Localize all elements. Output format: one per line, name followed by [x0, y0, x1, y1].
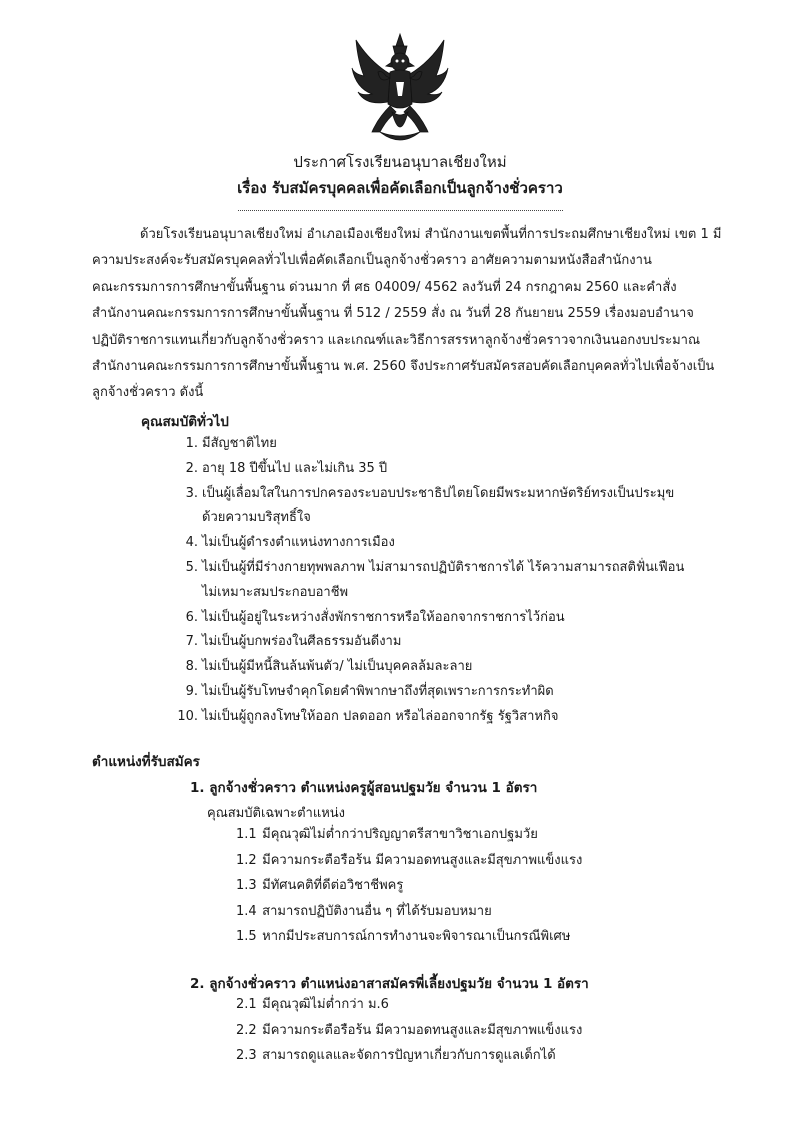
item-number: 6.	[185, 609, 198, 625]
list-item	[172, 705, 732, 730]
item-text: มีสัญชาติไทย	[202, 436, 277, 451]
intro-paragraph	[92, 222, 764, 407]
list-item	[172, 606, 732, 631]
list-item	[236, 822, 582, 848]
dotted-divider	[238, 210, 563, 211]
intro-line: ลูกจ้างชั่วคราว ดังนี้	[92, 385, 204, 401]
intro-line: ความประสงค์จะรับสมัครบุคคลทั่วไปเพื่อคัดเลือกเป็นลูกจ้างชั่วคราว อาศัยความตามหนังสือสำนักงาน	[92, 253, 652, 269]
item-number: 2.3	[236, 1048, 257, 1063]
item-number: 1.5	[236, 929, 257, 944]
item-number: 1.1	[236, 827, 257, 842]
item-number: 1.4	[236, 903, 257, 919]
item-text: ไม่เป็นผู้รับโทษจำคุกโดยคำพิพากษาถึงที่สุดเพราะการกระทำผิด	[202, 683, 554, 699]
item-text: มีความกระตือรือร้น มีความอดทนสูงและมีสุขภาพแข็งแรง	[262, 852, 583, 868]
list-item	[236, 992, 582, 1018]
item-number: 9.	[185, 683, 198, 699]
list-item	[236, 1018, 582, 1044]
item-number: 3.	[185, 485, 198, 501]
item-number: 7.	[185, 634, 198, 650]
item-text: ไม่เป็นผู้ที่มีร่างกายทุพพลภาพ ไม่สามารถปฏิบัติราชการได้ ไร้ความสามารถสติฟั่นเฟือน	[202, 559, 685, 575]
intro-line: ปฏิบัติราชการแทนเกี่ยวกับลูกจ้างชั่วคราว และเกณฑ์และวิธีการสรรหาลูกจ้างชั่วคราวจากเงินนอกงบประมาณ	[92, 332, 701, 348]
list-item	[172, 556, 732, 606]
item-number: 1.	[185, 436, 198, 451]
item-text: ไม่เป็นผู้มีหนี้สินล้นพ้นตัว/ ไม่เป็นบุคคลล้มละลาย	[202, 659, 473, 675]
position-1-qualifications	[236, 822, 582, 950]
item-text: สามารถปฏิบัติงานอื่น ๆ ที่ได้รับมอบหมาย	[262, 903, 492, 919]
item-text: เป็นผู้เลื่อมใสในการปกครองระบอบประชาธิปไตยโดยมีพระมหากษัตริย์ทรงเป็นประมุข	[202, 485, 675, 501]
general-qualifications-heading: คุณสมบัติทั่วไป	[141, 414, 229, 430]
item-number: 1.3	[236, 878, 257, 893]
list-item	[172, 432, 732, 457]
intro-line: สำนักงานคณะกรรมการการศึกษาขั้นพื้นฐาน ที่ 512 / 2559 สั่ง ณ วันที่ 28 กันยายน 2559 เรื่องมอบอำนาจ	[92, 306, 694, 322]
position-2-qualifications	[236, 992, 582, 1069]
item-number: 2.2	[236, 1022, 257, 1038]
item-number: 1.2	[236, 852, 257, 868]
list-item	[172, 630, 732, 655]
item-text: ไม่เป็นผู้บกพร่องในศีลธรรมอันดีงาม	[202, 634, 402, 650]
position-1-subheading: คุณสมบัติเฉพาะตำแหน่ง	[207, 806, 346, 821]
announcement-subject: เรื่อง รับสมัครบุคคลเพื่อคัดเลือกเป็นลูกจ้างชั่วคราว	[237, 179, 563, 197]
general-qualifications-list	[172, 432, 732, 730]
item-text: ไม่เป็นผู้อยู่ในระหว่างสั่งพักราชการหรือให้ออกจากราชการไว้ก่อน	[202, 609, 565, 625]
item-number: 5.	[185, 559, 198, 575]
list-item	[172, 531, 732, 556]
list-item	[172, 680, 732, 705]
item-text: หากมีประสบการณ์การทำงานจะพิจารณาเป็นกรณีพิเศษ	[262, 929, 571, 944]
item-text-continuation: ไม่เหมาะสมประกอบอาชีพ	[202, 584, 349, 600]
item-text: ไม่เป็นผู้ดำรงตำแหน่งทางการเมือง	[202, 535, 395, 551]
list-item	[172, 482, 732, 532]
item-number: 2.	[185, 460, 198, 476]
positions-heading: ตำแหน่งที่รับสมัคร	[92, 754, 200, 770]
item-text: มีคุณวุฒิไม่ต่ำกว่า ม.6	[262, 997, 389, 1012]
intro-line: ด้วยโรงเรียนอนุบาลเชียงใหม่ อำเภอเมืองเชียงใหม่ สำนักงานเขตพื้นที่การประถมศึกษาเชียงใหม่ เขต 1 มี	[140, 227, 722, 242]
position-1-title: 1. ลูกจ้างชั่วคราว ตำแหน่งครูผู้สอนปฐมวัย จำนวน 1 อัตรา	[190, 780, 538, 796]
list-item	[236, 873, 582, 899]
list-item	[236, 848, 582, 874]
intro-line: สำนักงานคณะกรรมการการศึกษาขั้นพื้นฐาน พ.ศ. 2560 จึงประกาศรับสมัครสอบคัดเลือกบุคคลทั่วไปเพื่อจ้างเป็น	[92, 358, 715, 374]
list-item	[236, 899, 582, 925]
item-text: สามารถดูแลและจัดการปัญหาเกี่ยวกับการดูแลเด็กได้	[262, 1048, 556, 1063]
item-text-continuation: ด้วยความบริสุทธิ์ใจ	[202, 510, 311, 526]
item-text: มีความกระตือรือร้น มีความอดทนสูงและมีสุขภาพแข็งแรง	[262, 1022, 583, 1038]
item-text: ไม่เป็นผู้ถูกลงโทษให้ออก ปลดออก หรือไล่ออกจากรัฐ รัฐวิสาหกิจ	[202, 708, 559, 724]
position-2-title: 2. ลูกจ้างชั่วคราว ตำแหน่งอาสาสมัครพี่เลี้ยงปฐมวัย จำนวน 1 อัตรา	[190, 976, 589, 992]
list-item	[236, 924, 582, 950]
item-text: มีทัศนคติที่ดีต่อวิชาชีพครู	[262, 878, 404, 893]
item-text: อายุ 18 ปีขึ้นไป และไม่เกิน 35 ปี	[202, 460, 388, 476]
list-item	[172, 457, 732, 482]
announcement-title: ประกาศโรงเรียนอนุบาลเชียงใหม่	[293, 153, 507, 171]
list-item	[236, 1043, 582, 1069]
list-item	[172, 655, 732, 680]
item-text: มีคุณวุฒิไม่ต่ำกว่าปริญญาตรีสาขาวิชาเอกปฐมวัย	[262, 827, 538, 842]
garuda-emblem-icon	[350, 32, 450, 150]
item-number: 4.	[185, 535, 198, 551]
item-number: 2.1	[236, 997, 257, 1012]
intro-line: คณะกรรมการการศึกษาขั้นพื้นฐาน ด่วนมาก ที่ ศธ 04009/ 4562 ลงวันที่ 24 กรกฎาคม 2560 และคำสั่ง	[92, 279, 677, 295]
item-number: 10.	[177, 708, 198, 724]
item-number: 8.	[185, 659, 198, 675]
